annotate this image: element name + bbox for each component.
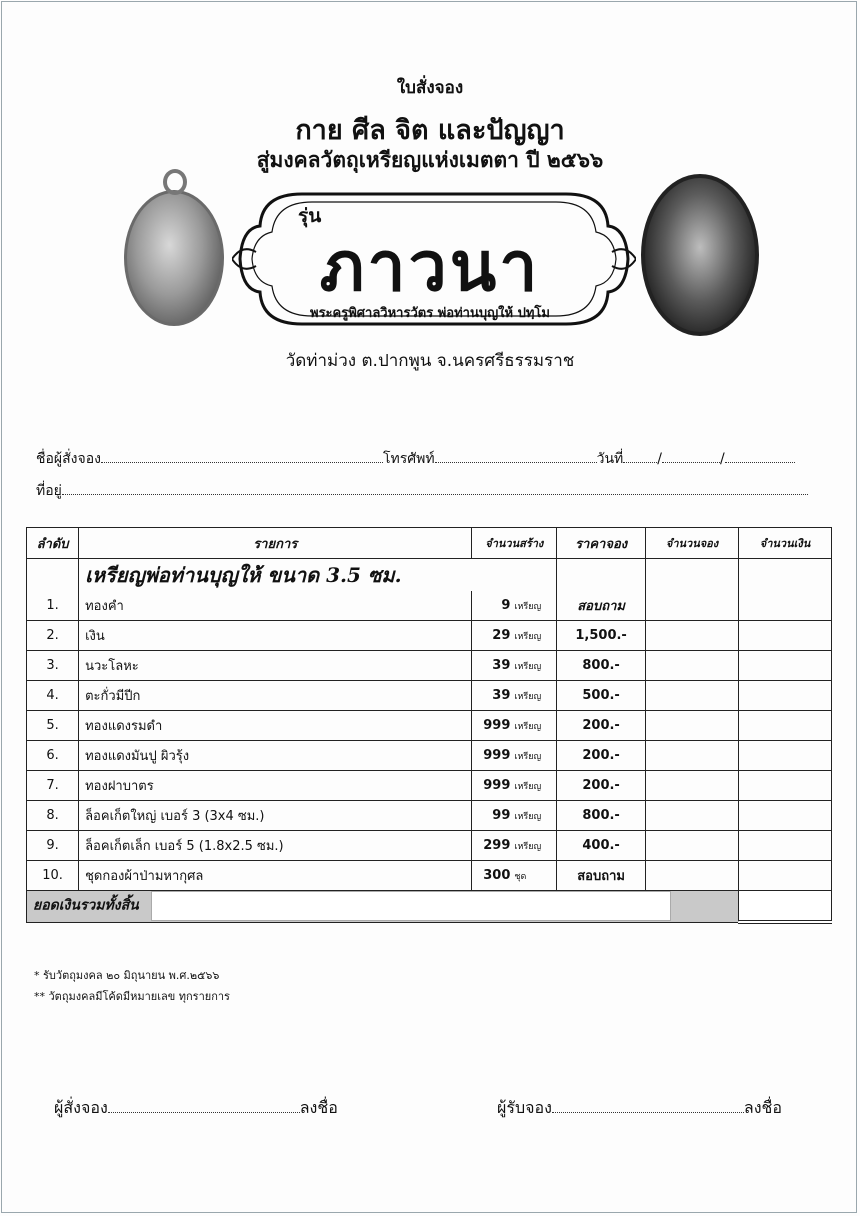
row-price: 800.- [557, 651, 646, 681]
row-no: 2. [27, 621, 79, 651]
address-field[interactable] [62, 481, 808, 495]
table-row [27, 681, 832, 711]
row-no: 4. [27, 681, 79, 711]
phone-field[interactable] [435, 449, 597, 463]
receiver-sign-label: ผู้รับจอง [497, 1098, 552, 1117]
col-header-amount: จำนวนเงิน [739, 528, 832, 559]
row-price: 800.- [557, 801, 646, 831]
col-header-item: รายการ [79, 528, 472, 559]
receiver-sign-field[interactable] [552, 1099, 744, 1113]
medal-loop [163, 169, 187, 195]
total-amount-cell[interactable] [739, 891, 832, 923]
row-amount-cell[interactable] [739, 771, 832, 801]
table-row [27, 621, 832, 651]
row-qty: 999 เหรียญ [472, 711, 557, 741]
row-price: 400.- [557, 831, 646, 861]
row-no: 8. [27, 801, 79, 831]
row-amount-cell[interactable] [739, 831, 832, 861]
order-table [26, 527, 832, 924]
address-label: ที่อยู่ [36, 483, 62, 499]
total-words-field[interactable] [151, 891, 671, 921]
row-qty: 9 เหรียญ [472, 591, 557, 621]
table-row [27, 651, 832, 681]
row-no: 3. [27, 651, 79, 681]
row-amount-cell[interactable] [739, 591, 832, 621]
row-item: ตะกั่วมีปีก [79, 681, 472, 711]
row-item: นวะโลหะ [79, 651, 472, 681]
receiver-signature [497, 1096, 782, 1121]
group-title-row [27, 559, 832, 592]
orderer-sign-suffix: ลงชื่อ [299, 1098, 338, 1117]
orderer-sign-label: ผู้สั่งจอง [54, 1098, 108, 1117]
row-amount-cell[interactable] [739, 711, 832, 741]
table-row [27, 861, 832, 891]
group-title: เหรียญพ่อท่านบุญให้ ขนาด 3.5 ซม. [79, 559, 557, 592]
date-month-field[interactable] [662, 449, 720, 463]
title-line-2: สู่มงคลวัตถุเหรียญแห่งเมตตา ปี ๒๕๖๖ [256, 148, 604, 172]
row-item: ล็อคเก็ตเล็ก เบอร์ 5 (1.8x2.5 ซม.) [79, 831, 472, 861]
orderer-name-field[interactable] [101, 449, 383, 463]
row-price: 1,500.- [557, 621, 646, 651]
row-item: ทองคำ [79, 591, 472, 621]
table-row [27, 831, 832, 861]
row-amount-cell[interactable] [739, 861, 832, 891]
row-item: ทองแดงมันปู ผิวรุ้ง [79, 741, 472, 771]
row-price: 200.- [557, 771, 646, 801]
col-header-price: ราคาจอง [557, 528, 646, 559]
total-row [27, 891, 832, 923]
row-no: 6. [27, 741, 79, 771]
row-no: 7. [27, 771, 79, 801]
monk-name: พระครูพิศาลวิหารวัตร พ่อท่านบุญให้ ปทฺโม [310, 306, 550, 321]
table-row [27, 591, 832, 621]
row-price: สอบถาม [557, 591, 646, 621]
row-booked-cell[interactable] [646, 651, 739, 681]
note-1: * รับวัตถุมงคล ๒๐ มิถุนายน พ.ศ.๒๕๖๖ [34, 969, 220, 982]
row-amount-cell[interactable] [739, 621, 832, 651]
table-row [27, 741, 832, 771]
row-item: ทองแดงรมดำ [79, 711, 472, 741]
row-booked-cell[interactable] [646, 621, 739, 651]
total-label: ยอดเงินรวมทั้งสิ้น [33, 897, 139, 914]
receiver-sign-suffix: ลงชื่อ [743, 1098, 783, 1117]
row-qty: 39 เหรียญ [472, 681, 557, 711]
row-booked-cell[interactable] [646, 771, 739, 801]
col-header-no: ลำดับ [27, 528, 79, 559]
temple-address: วัดท่าม่วง ต.ปากพูน จ.นครศรีธรรมราช [285, 351, 575, 371]
date-year-field[interactable] [725, 449, 795, 463]
row-item: ล็อคเก็ตใหญ่ เบอร์ 3 (3x4 ซม.) [79, 801, 472, 831]
note-2: ** วัตถุมงคลมีโค้ดมีหมายเลข ทุกรายการ [34, 990, 230, 1003]
row-booked-cell[interactable] [646, 681, 739, 711]
series-label: รุ่น [298, 205, 322, 227]
row-amount-cell[interactable] [739, 681, 832, 711]
row-booked-cell[interactable] [646, 801, 739, 831]
row-no: 5. [27, 711, 79, 741]
row-qty: 29 เหรียญ [472, 621, 557, 651]
orderer-name-label: ชื่อผู้สั่งจอง [36, 451, 101, 467]
row-qty: 300 ชุด [472, 861, 557, 891]
orderer-info-line: ชื่อผู้สั่งจอง โทรศัพท์ วันที่ / / [36, 448, 795, 470]
row-no: 1. [27, 591, 79, 621]
title-line-1: กาย ศีล จิต และปัญญา [295, 115, 565, 146]
table-header-row [27, 528, 832, 559]
table-row [27, 711, 832, 741]
row-item: ทองฝาบาตร [79, 771, 472, 801]
row-amount-cell[interactable] [739, 801, 832, 831]
orderer-sign-field[interactable] [108, 1099, 300, 1113]
row-price: 200.- [557, 741, 646, 771]
total-cell [27, 891, 739, 923]
document-type: ใบสั่งจอง [396, 78, 464, 98]
date-day-field[interactable] [623, 449, 657, 463]
row-booked-cell[interactable] [646, 591, 739, 621]
row-booked-cell[interactable] [646, 831, 739, 861]
row-qty: 299 เหรียญ [472, 831, 557, 861]
row-price: 200.- [557, 711, 646, 741]
row-qty: 99 เหรียญ [472, 801, 557, 831]
address-line [36, 480, 808, 502]
row-item: ชุดกองผ้าป่ามหากุศล [79, 861, 472, 891]
row-qty: 999 เหรียญ [472, 741, 557, 771]
row-booked-cell[interactable] [646, 711, 739, 741]
phone-label: โทรศัพท์ [382, 451, 435, 467]
row-qty: 999 เหรียญ [472, 771, 557, 801]
row-amount-cell[interactable] [739, 651, 832, 681]
orderer-signature [54, 1096, 338, 1121]
table-row [27, 771, 832, 801]
series-name: ภาวนา [319, 227, 541, 307]
row-no: 10. [27, 861, 79, 891]
table-row [27, 801, 832, 831]
row-price: 500.- [557, 681, 646, 711]
row-qty: 39 เหรียญ [472, 651, 557, 681]
row-price: สอบถาม [557, 861, 646, 891]
row-item: เงิน [79, 621, 472, 651]
date-label: วันที่ [596, 451, 624, 467]
row-booked-cell[interactable] [646, 861, 739, 891]
col-header-qty-made: จำนวนสร้าง [472, 528, 557, 559]
row-no: 9. [27, 831, 79, 861]
col-header-qty-booked: จำนวนจอง [646, 528, 739, 559]
row-booked-cell[interactable] [646, 741, 739, 771]
row-amount-cell[interactable] [739, 741, 832, 771]
